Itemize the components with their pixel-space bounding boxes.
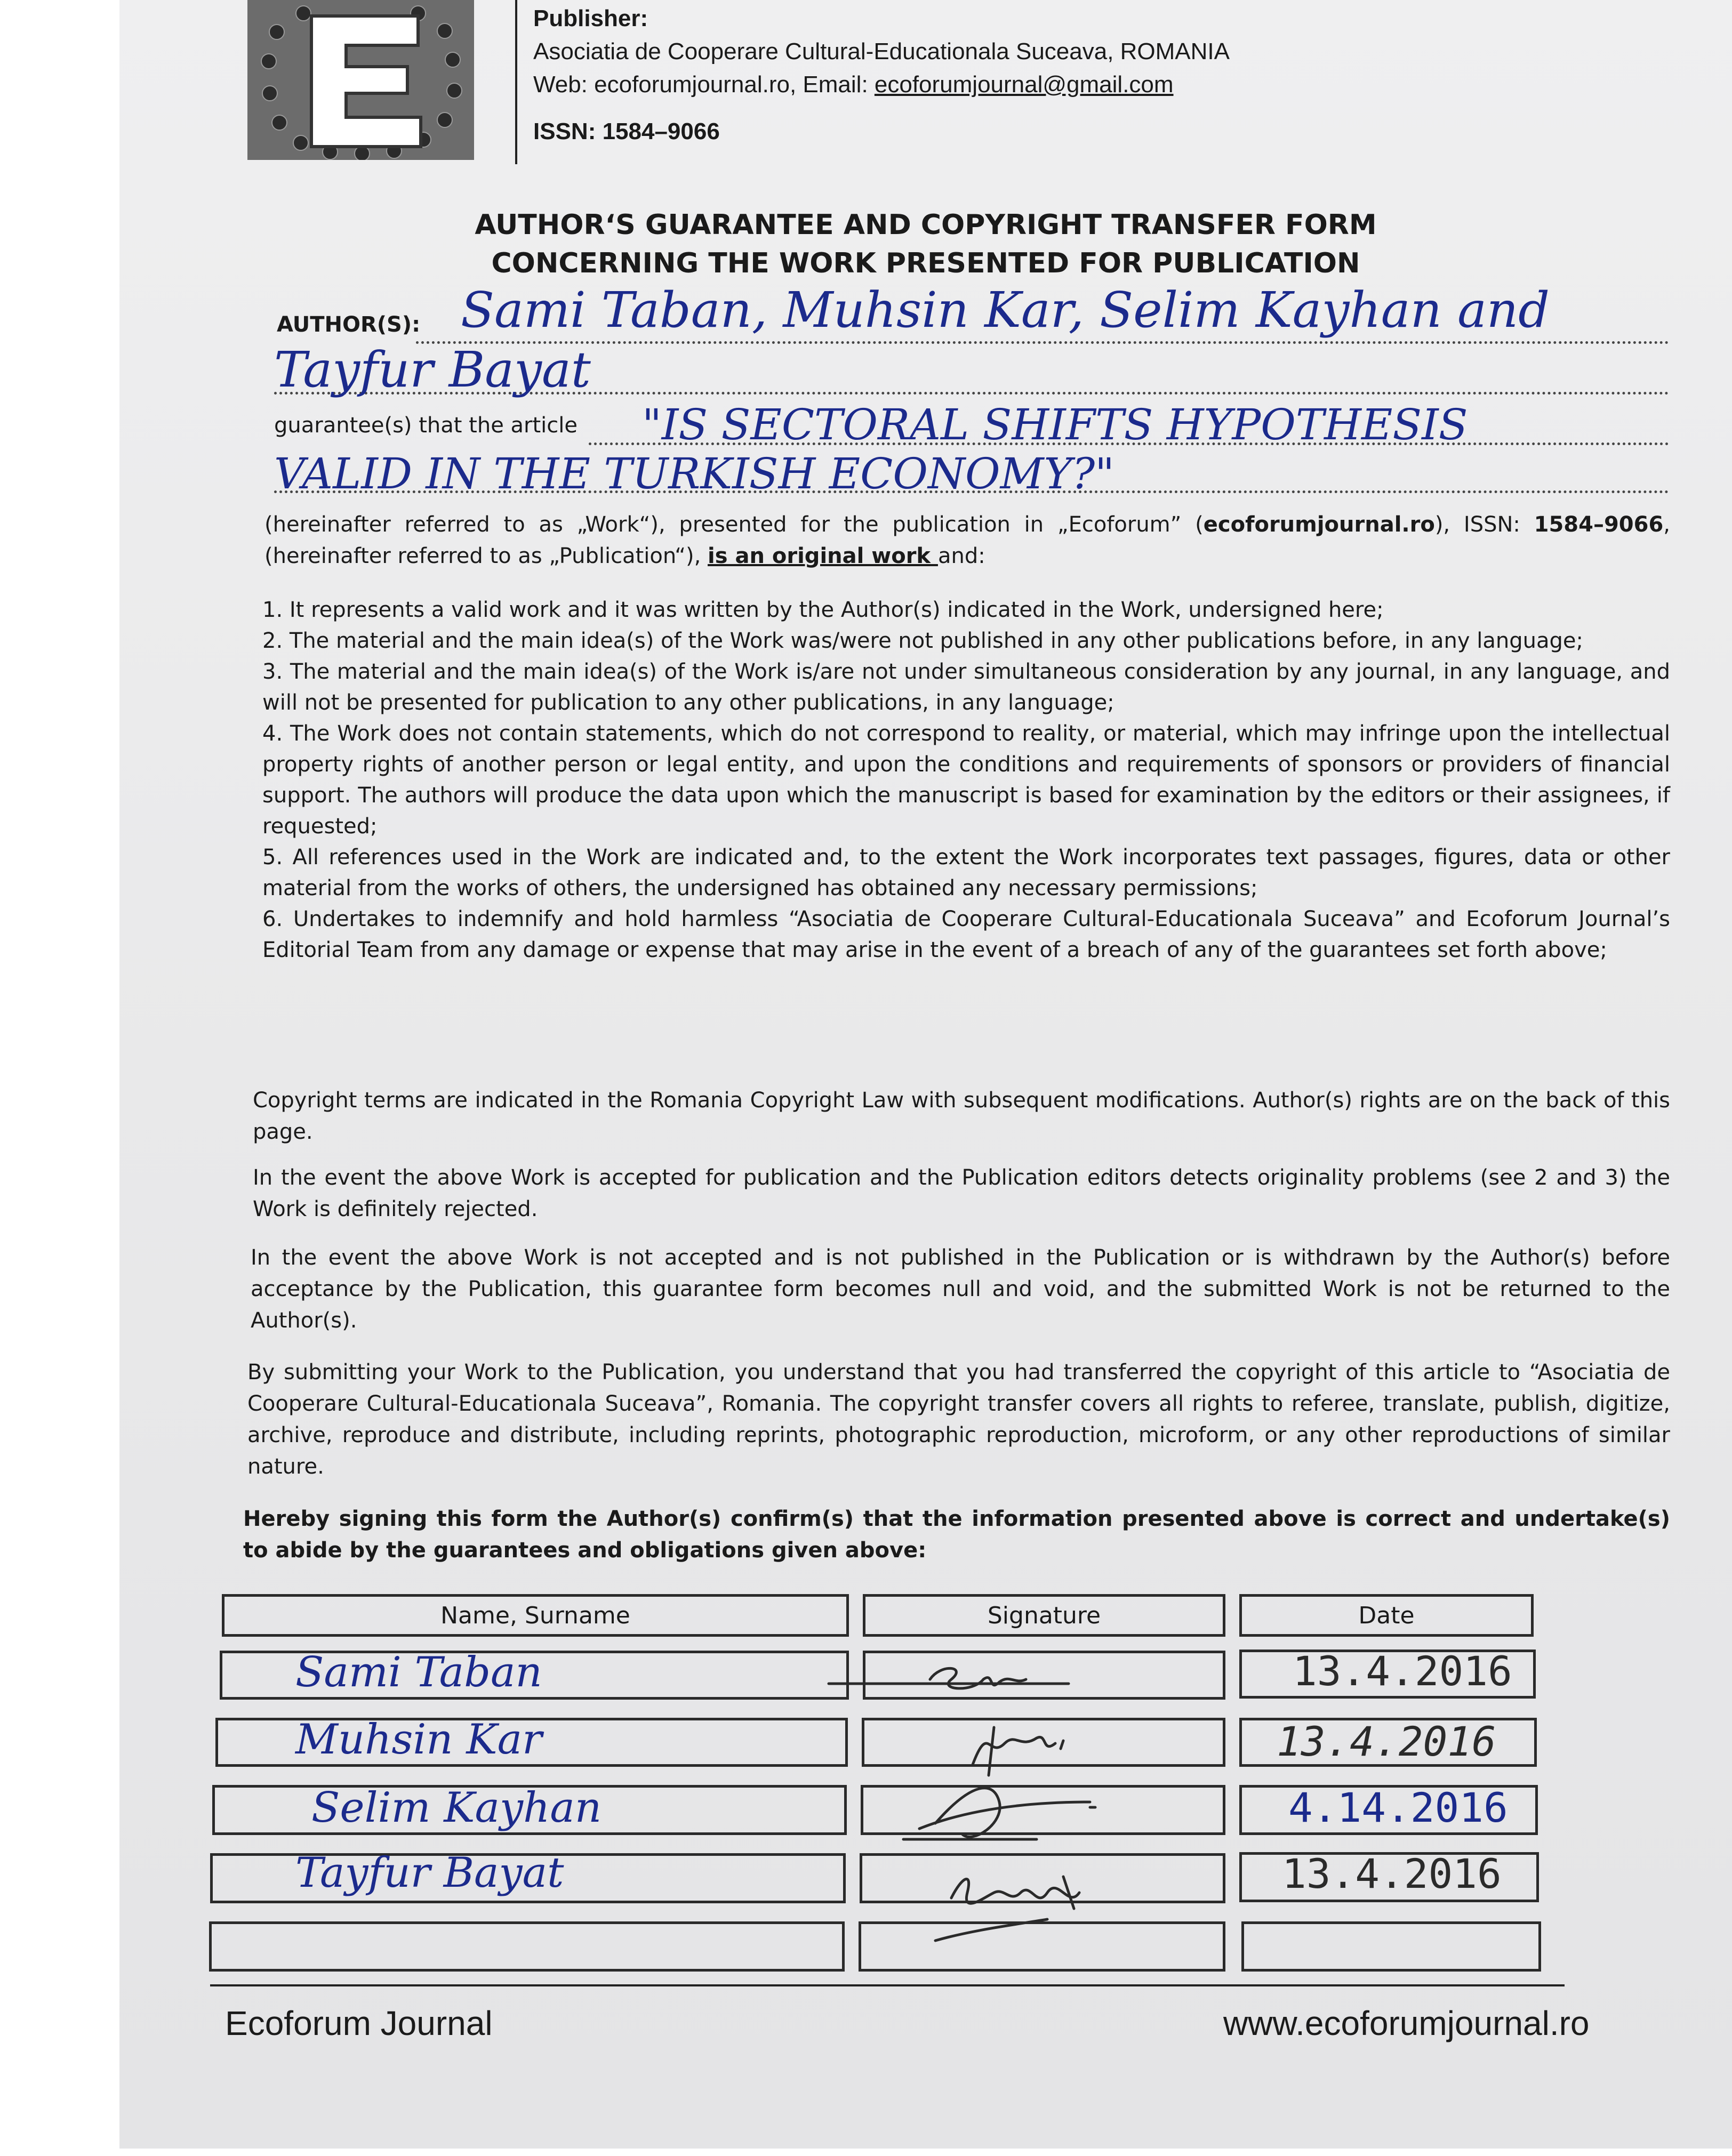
name-column-header: Name, Surname (222, 1594, 849, 1637)
form-title-line2: CONCERNING THE WORK PRESENTED FOR PUBLICATION (491, 247, 1360, 279)
intro-text-1: (hereinafter referred to as „Work“), presented for the publication in „Ecoforum” ( (264, 512, 1204, 537)
signatures-drawing (813, 1642, 1250, 1994)
header-divider (515, 0, 517, 164)
form-title-line1: AUTHOR‘S GUARANTEE AND COPYRIGHT TRANSFER FORM (475, 209, 1377, 241)
intro-text-3: , (hereinafter referred to as „Publication“), (264, 512, 1671, 568)
publisher-web: Web: ecoforumjournal.ro, Email: (533, 71, 875, 98)
row4-name-handwriting: Tayfur Bayat (295, 1849, 564, 1897)
publisher-block (533, 2, 1230, 148)
publisher-name: Asociatia de Cooperare Cultural-Educationala Suceava, ROMANIA (533, 38, 1230, 65)
intro-text-4: and: (937, 544, 985, 568)
name-cell (209, 1921, 845, 1972)
row1-date-handwriting: 13.4.2016 (1293, 1647, 1512, 1695)
guarantee-list (262, 594, 1670, 966)
authors-field-line1 (416, 341, 1669, 344)
guarantee-item: 6. Undertakes to indemnify and hold harmless “Asociatia de Cooperare Cultural-Educationala Suceava” and Ecoforum Journal’s Editorial Team from any damage or expense that may arise in the event of a breach of any of the guarantees set forth above; (262, 907, 1670, 962)
signature-1 (829, 1668, 1069, 1688)
authors-handwriting-line2: Tayfur Bayat (274, 341, 591, 398)
intro-issn: 1584–9066 (1534, 512, 1664, 537)
guarantee-item: 4. The Work does not contain statements, which do not correspond to reality, or material, which may infringe upon the intellectual property rights of another person or legal entity, and upon the conditions and requirements of sponsors or providers of financial support. The authors will produce the data upon which the manuscript is based for examination by the editors or their assignees, if requested; (262, 721, 1670, 839)
row4-date-handwriting: 13.4.2016 (1282, 1850, 1502, 1897)
row1-name-handwriting: Sami Taban (295, 1648, 542, 1696)
signature-4 (935, 1877, 1079, 1941)
accepted-paragraph: In the event the above Work is accepted for publication and the Publication editors detects originality problems (see 2 and 3) the Work is definitely rejected. (253, 1165, 1670, 1221)
hereby-paragraph: Hereby signing this form the Author(s) confirm(s) that the information presented above is correct and undertake(s) to abide by the guarantees and obligations given above: (243, 1507, 1670, 1563)
guarantee-item: 3. The material and the main idea(s) of the Work is/are not under simultaneous consideration by any journal, in any language, and will not be presented for publication to any other publications, in any language; (262, 659, 1670, 715)
authors-handwriting-line1: Sami Taban, Muhsin Kar, Selim Kayhan and (461, 281, 1550, 339)
intro-paragraph (264, 509, 1670, 572)
ecoforum-e-logo-icon (247, 0, 474, 160)
row3-name-handwriting: Selim Kayhan (311, 1784, 602, 1832)
guarantee-item: 5. All references used in the Work are indicated and, to the extent the Work incorporates text passages, figures, data or other material from the works of others, the undersigned has obtained any necessary permissions; (262, 845, 1670, 900)
issn: ISSN: 1584–9066 (533, 118, 720, 144)
footer-journal-name: Ecoforum Journal (225, 2004, 493, 2042)
row2-name-handwriting: Muhsin Kar (295, 1716, 542, 1764)
submitting-paragraph: By submitting your Work to the Publication, you understand that you had transferred the copyright of this article to “Asociatia de Cooperare Cultural-Educationala Suceava”, Romania. The copyright transfer covers all rights to referee, translate, publish, digitize, archive, reproduce and distribute, including reprints, photographic reproduction, microform, or any other reproductions of similar nature. (247, 1360, 1670, 1479)
signature-3 (903, 1788, 1095, 1839)
authors-label: AUTHOR(S): (277, 312, 421, 337)
date-column-header: Date (1239, 1594, 1534, 1637)
copyright-terms-paragraph: Copyright terms are indicated in the Romania Copyright Law with subsequent modifications. Author(s) rights are on the back of this page. (253, 1088, 1670, 1144)
intro-journal-url: ecoforumjournal.ro (1203, 512, 1435, 537)
publisher-email-link[interactable]: ecoforumjournal@gmail.com (874, 71, 1174, 98)
signature-2 (973, 1727, 1063, 1775)
form-page (119, 0, 1732, 2149)
article-handwriting-line2: VALID IN THE TURKISH ECONOMY?" (274, 449, 1114, 498)
footer-website: www.ecoforumjournal.ro (1223, 2004, 1590, 2042)
date-cell (1241, 1921, 1541, 1972)
signature-column-header: Signature (863, 1594, 1225, 1637)
guarantee-item: 1. It represents a valid work and it was written by the Author(s) indicated in the Work, undersigned here; (262, 598, 1384, 622)
guarantee-label: guarantee(s) that the article (274, 413, 578, 438)
row3-date-handwriting: 4.14.2016 (1288, 1784, 1508, 1831)
article-handwriting-line1: "IS SECTORAL SHIFTS HYPOTHESIS (642, 400, 1468, 449)
footer-rule (210, 1984, 1565, 1986)
not-accepted-paragraph: In the event the above Work is not accepted and is not published in the Publication or is withdrawn by the Author(s) before acceptance by the Publication, this guarantee form becomes null and void, and the submitted Work is not be returned to the Author(s). (251, 1245, 1670, 1333)
intro-text-2: ), ISSN: (1434, 512, 1534, 537)
publisher-label: Publisher: (533, 5, 648, 31)
guarantee-item: 2. The material and the main idea(s) of the Work was/were not published in any other publications before, in any language; (262, 629, 1583, 653)
row2-date-handwriting: 13.4.2016 (1277, 1718, 1496, 1765)
intro-original-work: is an original work (708, 544, 938, 568)
